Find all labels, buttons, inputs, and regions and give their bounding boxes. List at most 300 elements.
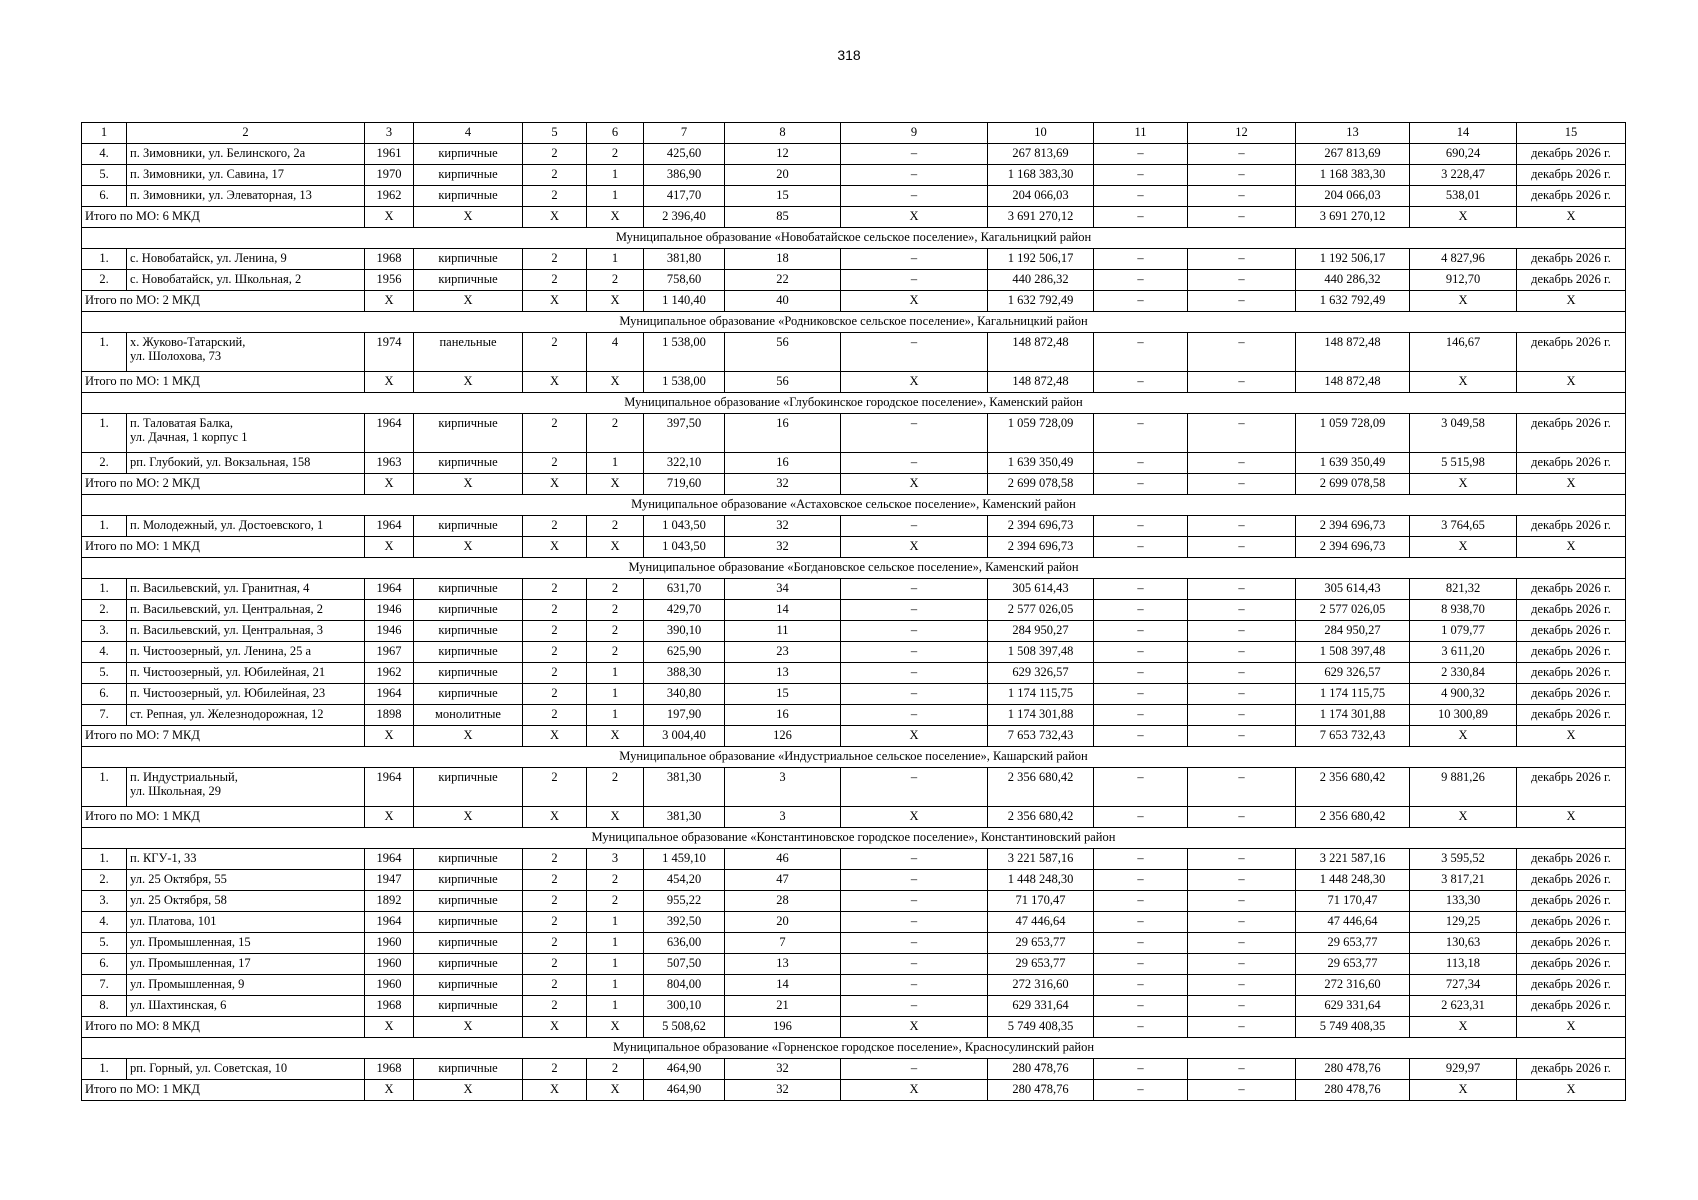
table-cell: 29 653,77 — [1296, 954, 1410, 975]
table-row — [82, 516, 1626, 537]
table-cell: 1. — [82, 516, 127, 537]
address-cell: ул. 25 Октября, 55 — [127, 870, 365, 891]
table-cell: 1 — [587, 165, 644, 186]
total-cell: Х — [414, 372, 523, 393]
total-cell: Х — [1410, 1017, 1517, 1038]
table-cell: – — [841, 1059, 988, 1080]
total-cell: 3 691 270,12 — [988, 207, 1094, 228]
table-cell: 1898 — [365, 705, 414, 726]
table-cell: 2 356 680,42 — [988, 768, 1094, 807]
table-cell: декабрь 2026 г. — [1517, 642, 1626, 663]
table-cell: декабрь 2026 г. — [1517, 705, 1626, 726]
total-label: Итого по МО: 1 МКД — [82, 372, 365, 393]
table-cell: – — [841, 768, 988, 807]
table-cell: 2 — [523, 414, 587, 453]
total-cell: Х — [414, 726, 523, 747]
total-cell: 3 004,40 — [644, 726, 725, 747]
total-label: Итого по МО: 8 МКД — [82, 1017, 365, 1038]
table-row — [82, 165, 1626, 186]
table-cell: декабрь 2026 г. — [1517, 249, 1626, 270]
table-cell: 2 330,84 — [1410, 663, 1517, 684]
table-row — [82, 144, 1626, 165]
municipality-title: Муниципальное образование «Астаховское сельское поселение», Каменский район — [82, 495, 1626, 516]
total-cell: 3 691 270,12 — [1296, 207, 1410, 228]
table-cell: 1 — [587, 975, 644, 996]
table-cell: кирпичные — [414, 933, 523, 954]
table-cell: кирпичные — [414, 663, 523, 684]
total-cell: Х — [523, 474, 587, 495]
table-cell: 1 059 728,09 — [988, 414, 1094, 453]
table-cell: 1960 — [365, 954, 414, 975]
table-cell: 2 — [587, 579, 644, 600]
total-cell: – — [1094, 1080, 1188, 1101]
table-cell: 56 — [725, 333, 841, 372]
total-cell: Х — [414, 291, 523, 312]
municipality-title: Муниципальное образование «Глубокинское городское поселение», Каменский район — [82, 393, 1626, 414]
table-cell: 1 168 383,30 — [988, 165, 1094, 186]
table-cell: декабрь 2026 г. — [1517, 849, 1626, 870]
table-cell: 6. — [82, 684, 127, 705]
table-cell: 15 — [725, 186, 841, 207]
table-cell: – — [1094, 1059, 1188, 1080]
table-cell: – — [1094, 621, 1188, 642]
total-cell: Х — [587, 474, 644, 495]
table-cell: – — [841, 642, 988, 663]
table-cell: 1946 — [365, 600, 414, 621]
municipality-title: Муниципальное образование «Горненское городское поселение», Красносулинский район — [82, 1038, 1626, 1059]
municipality-header-row — [82, 558, 1626, 579]
table-cell: 322,10 — [644, 453, 725, 474]
table-cell: 5. — [82, 663, 127, 684]
table-cell: – — [1188, 270, 1296, 291]
table-cell: 146,67 — [1410, 333, 1517, 372]
address-cell: п. Молодежный, ул. Достоевского, 1 — [127, 516, 365, 537]
table-cell: 29 653,77 — [988, 954, 1094, 975]
total-cell: Х — [414, 1080, 523, 1101]
total-cell: Х — [1410, 537, 1517, 558]
total-cell: Х — [365, 726, 414, 747]
table-cell: 440 286,32 — [1296, 270, 1410, 291]
table-cell: 13 — [725, 663, 841, 684]
table-cell: 1 174 115,75 — [1296, 684, 1410, 705]
total-cell: 148 872,48 — [988, 372, 1094, 393]
total-cell: – — [1094, 291, 1188, 312]
table-cell: 388,30 — [644, 663, 725, 684]
table-cell: 2 — [523, 579, 587, 600]
table-cell: – — [1094, 249, 1188, 270]
table-cell: – — [1188, 912, 1296, 933]
table-cell: 1. — [82, 849, 127, 870]
municipality-header-row — [82, 393, 1626, 414]
total-cell: Х — [587, 726, 644, 747]
table-cell: 2 356 680,42 — [1296, 768, 1410, 807]
table-cell: 2 — [587, 516, 644, 537]
table-cell: 625,90 — [644, 642, 725, 663]
table-cell: 9 881,26 — [1410, 768, 1517, 807]
table-cell: – — [1094, 333, 1188, 372]
table-row — [82, 768, 1626, 807]
table-cell: 5. — [82, 933, 127, 954]
table-cell: декабрь 2026 г. — [1517, 270, 1626, 291]
table-cell: декабрь 2026 г. — [1517, 684, 1626, 705]
table-cell: – — [841, 165, 988, 186]
table-cell: 1964 — [365, 912, 414, 933]
table-cell: 6. — [82, 186, 127, 207]
table-cell: 1 168 383,30 — [1296, 165, 1410, 186]
table-cell: 204 066,03 — [1296, 186, 1410, 207]
municipality-total-row — [82, 1017, 1626, 1038]
total-cell: – — [1094, 372, 1188, 393]
table-cell: 2 623,31 — [1410, 996, 1517, 1017]
table-cell: 2 — [587, 621, 644, 642]
table-cell: – — [1188, 249, 1296, 270]
table-cell: кирпичные — [414, 642, 523, 663]
table-cell: 1 — [587, 684, 644, 705]
column-number-cell: 7 — [644, 123, 725, 144]
table-cell: 629 326,57 — [1296, 663, 1410, 684]
table-row — [82, 270, 1626, 291]
table-cell: 1 192 506,17 — [988, 249, 1094, 270]
total-cell: Х — [1517, 807, 1626, 828]
table-cell: декабрь 2026 г. — [1517, 912, 1626, 933]
total-cell: 85 — [725, 207, 841, 228]
table-cell: 2 — [523, 600, 587, 621]
address-cell: с. Новобатайск, ул. Школьная, 2 — [127, 270, 365, 291]
table-cell: 3. — [82, 621, 127, 642]
table-cell: – — [1094, 186, 1188, 207]
table-cell: – — [841, 453, 988, 474]
total-cell: Х — [587, 207, 644, 228]
table-cell: 2 — [523, 933, 587, 954]
municipality-title: Муниципальное образование «Константиновское городское поселение», Константиновский район — [82, 828, 1626, 849]
table-cell: – — [1188, 414, 1296, 453]
total-cell: – — [1188, 1017, 1296, 1038]
table-cell: 1892 — [365, 891, 414, 912]
table-cell: 3 595,52 — [1410, 849, 1517, 870]
address-cell: п. Зимовники, ул. Элеваторная, 13 — [127, 186, 365, 207]
table-cell: 1 — [587, 705, 644, 726]
table-cell: 4. — [82, 144, 127, 165]
table-cell: 2 — [523, 891, 587, 912]
total-cell: Х — [587, 291, 644, 312]
table-cell: – — [1188, 165, 1296, 186]
table-cell: – — [841, 996, 988, 1017]
table-cell: 4. — [82, 642, 127, 663]
table-cell: – — [1094, 996, 1188, 1017]
address-cell: с. Новобатайск, ул. Ленина, 9 — [127, 249, 365, 270]
total-cell: 1 632 792,49 — [1296, 291, 1410, 312]
table-cell: 340,80 — [644, 684, 725, 705]
table-cell: кирпичные — [414, 1059, 523, 1080]
total-cell: Х — [523, 291, 587, 312]
table-cell: – — [1188, 600, 1296, 621]
table-cell: 758,60 — [644, 270, 725, 291]
total-cell: Х — [523, 726, 587, 747]
table-cell: 1967 — [365, 642, 414, 663]
table-cell: 20 — [725, 912, 841, 933]
table-cell: 690,24 — [1410, 144, 1517, 165]
total-cell: 7 653 732,43 — [988, 726, 1094, 747]
table-row — [82, 870, 1626, 891]
total-cell: Х — [1517, 207, 1626, 228]
table-cell: – — [1094, 891, 1188, 912]
table-cell: кирпичные — [414, 165, 523, 186]
table-cell: 3. — [82, 891, 127, 912]
table-cell: кирпичные — [414, 270, 523, 291]
table-cell: 386,90 — [644, 165, 725, 186]
column-number-cell: 3 — [365, 123, 414, 144]
table-cell: 2 — [523, 912, 587, 933]
table-cell: 300,10 — [644, 996, 725, 1017]
table-cell: 1964 — [365, 849, 414, 870]
table-cell: – — [841, 891, 988, 912]
municipality-total-row — [82, 726, 1626, 747]
table-cell: 1 639 350,49 — [988, 453, 1094, 474]
table-cell: 2 — [523, 186, 587, 207]
total-cell: – — [1094, 1017, 1188, 1038]
total-cell: Х — [365, 291, 414, 312]
table-cell: – — [841, 663, 988, 684]
table-cell: – — [841, 516, 988, 537]
address-cell: п. Таловатая Балка, ул. Дачная, 1 корпус 1 — [127, 414, 365, 453]
table-cell: 1 448 248,30 — [988, 870, 1094, 891]
total-cell: Х — [587, 1017, 644, 1038]
table-cell: 5 515,98 — [1410, 453, 1517, 474]
table-cell: 1 — [587, 933, 644, 954]
table-cell: – — [1188, 1059, 1296, 1080]
table-cell: 2 — [523, 954, 587, 975]
table-cell: кирпичные — [414, 516, 523, 537]
table-cell: 1 — [587, 249, 644, 270]
table-cell: 1 174 301,88 — [988, 705, 1094, 726]
municipality-total-row — [82, 291, 1626, 312]
table-cell: – — [841, 870, 988, 891]
table-row — [82, 186, 1626, 207]
table-cell: 2 — [523, 849, 587, 870]
table-row — [82, 1059, 1626, 1080]
total-cell: Х — [1410, 372, 1517, 393]
total-cell: 381,30 — [644, 807, 725, 828]
total-cell: 5 749 408,35 — [988, 1017, 1094, 1038]
total-cell: 280 478,76 — [988, 1080, 1094, 1101]
table-cell: декабрь 2026 г. — [1517, 663, 1626, 684]
table-cell: 2 — [587, 768, 644, 807]
table-cell: 2 — [523, 270, 587, 291]
table-cell: 13 — [725, 954, 841, 975]
table-cell: 1 508 397,48 — [1296, 642, 1410, 663]
total-cell: Х — [841, 1080, 988, 1101]
total-cell: – — [1094, 207, 1188, 228]
table-cell: – — [1094, 933, 1188, 954]
table-cell: 397,50 — [644, 414, 725, 453]
table-cell: 1974 — [365, 333, 414, 372]
table-cell: 129,25 — [1410, 912, 1517, 933]
column-number-cell: 13 — [1296, 123, 1410, 144]
table-cell: 6. — [82, 954, 127, 975]
table-cell: 2 — [523, 516, 587, 537]
table-cell: 47 446,64 — [1296, 912, 1410, 933]
table-cell: 2 — [587, 600, 644, 621]
table-cell: 1. — [82, 249, 127, 270]
table-cell: – — [1094, 705, 1188, 726]
total-cell: 2 699 078,58 — [988, 474, 1094, 495]
table-cell: 390,10 — [644, 621, 725, 642]
total-cell: 7 653 732,43 — [1296, 726, 1410, 747]
total-cell: Х — [365, 207, 414, 228]
total-cell: Х — [841, 291, 988, 312]
table-cell: кирпичные — [414, 870, 523, 891]
municipality-header-row — [82, 828, 1626, 849]
table-cell: 15 — [725, 684, 841, 705]
table-cell: – — [841, 912, 988, 933]
total-cell: – — [1188, 537, 1296, 558]
total-cell: 5 508,62 — [644, 1017, 725, 1038]
column-number-cell: 2 — [127, 123, 365, 144]
total-cell: Х — [1517, 726, 1626, 747]
table-cell: – — [841, 579, 988, 600]
table-cell: 1968 — [365, 249, 414, 270]
table-cell: – — [1188, 705, 1296, 726]
column-number-cell: 6 — [587, 123, 644, 144]
table-cell: 429,70 — [644, 600, 725, 621]
table-cell: 2 — [523, 165, 587, 186]
table-cell: – — [1094, 270, 1188, 291]
table-cell: 1946 — [365, 621, 414, 642]
table-cell: кирпичные — [414, 684, 523, 705]
table-cell: – — [841, 975, 988, 996]
table-cell: – — [1188, 144, 1296, 165]
total-cell: Х — [414, 207, 523, 228]
table-cell: 2 — [523, 621, 587, 642]
table-cell: декабрь 2026 г. — [1517, 144, 1626, 165]
table-cell: 280 478,76 — [1296, 1059, 1410, 1080]
table-cell: декабрь 2026 г. — [1517, 621, 1626, 642]
table-cell: 1964 — [365, 414, 414, 453]
table-cell: 2 — [523, 453, 587, 474]
municipality-total-row — [82, 474, 1626, 495]
table-cell: 636,00 — [644, 933, 725, 954]
table-cell: 2 394 696,73 — [988, 516, 1094, 537]
table-row — [82, 579, 1626, 600]
table-cell: 32 — [725, 516, 841, 537]
column-number-cell: 14 — [1410, 123, 1517, 144]
total-cell: Х — [523, 537, 587, 558]
total-cell: 32 — [725, 474, 841, 495]
total-cell: 148 872,48 — [1296, 372, 1410, 393]
table-cell: 32 — [725, 1059, 841, 1080]
table-cell: 29 653,77 — [1296, 933, 1410, 954]
table-cell: – — [1094, 768, 1188, 807]
total-cell: Х — [841, 474, 988, 495]
table-cell: 10 300,89 — [1410, 705, 1517, 726]
table-cell: 1 639 350,49 — [1296, 453, 1410, 474]
municipality-total-row — [82, 807, 1626, 828]
table-cell: 1960 — [365, 975, 414, 996]
table-cell: 130,63 — [1410, 933, 1517, 954]
table-cell: 912,70 — [1410, 270, 1517, 291]
table-cell: декабрь 2026 г. — [1517, 975, 1626, 996]
table-cell: 1 448 248,30 — [1296, 870, 1410, 891]
table-cell: 4. — [82, 912, 127, 933]
table-cell: 392,50 — [644, 912, 725, 933]
table-cell: 1968 — [365, 1059, 414, 1080]
municipality-header-row — [82, 495, 1626, 516]
table-cell: кирпичные — [414, 912, 523, 933]
municipality-header-row — [82, 747, 1626, 768]
table-cell: декабрь 2026 г. — [1517, 453, 1626, 474]
table-cell: 267 813,69 — [988, 144, 1094, 165]
table-row — [82, 996, 1626, 1017]
table-cell: декабрь 2026 г. — [1517, 891, 1626, 912]
table-cell: – — [1188, 768, 1296, 807]
table-cell: 5. — [82, 165, 127, 186]
table-cell: 47 — [725, 870, 841, 891]
table-cell: 1 — [587, 186, 644, 207]
address-cell: п. Индустриальный, ул. Школьная, 29 — [127, 768, 365, 807]
table-cell: – — [1094, 849, 1188, 870]
table-cell: кирпичные — [414, 579, 523, 600]
table-cell: 2 — [523, 705, 587, 726]
table-cell: – — [841, 186, 988, 207]
address-cell: рп. Горный, ул. Советская, 10 — [127, 1059, 365, 1080]
table-cell: 3 — [725, 768, 841, 807]
table-cell: 2 — [587, 414, 644, 453]
table-cell: 381,30 — [644, 768, 725, 807]
table-cell: 2. — [82, 870, 127, 891]
table-cell: 2 — [523, 663, 587, 684]
table-cell: декабрь 2026 г. — [1517, 165, 1626, 186]
municipality-total-row — [82, 372, 1626, 393]
table-cell: 1962 — [365, 663, 414, 684]
table-cell: 18 — [725, 249, 841, 270]
table-cell: 1968 — [365, 996, 414, 1017]
table-cell: 8 938,70 — [1410, 600, 1517, 621]
table-cell: 629 331,64 — [988, 996, 1094, 1017]
total-cell: Х — [1517, 1080, 1626, 1101]
column-number-cell: 9 — [841, 123, 988, 144]
column-number-cell: 8 — [725, 123, 841, 144]
table-cell: декабрь 2026 г. — [1517, 1059, 1626, 1080]
total-label: Итого по МО: 6 МКД — [82, 207, 365, 228]
table-cell: – — [1094, 684, 1188, 705]
table-cell: монолитные — [414, 705, 523, 726]
total-label: Итого по МО: 2 МКД — [82, 474, 365, 495]
table-cell: 280 478,76 — [988, 1059, 1094, 1080]
table-cell: кирпичные — [414, 891, 523, 912]
total-cell: Х — [1410, 807, 1517, 828]
municipality-total-row — [82, 1080, 1626, 1101]
table-cell: – — [1094, 975, 1188, 996]
table-cell: 2 — [587, 642, 644, 663]
table-cell: 267 813,69 — [1296, 144, 1410, 165]
total-cell: 464,90 — [644, 1080, 725, 1101]
table-cell: декабрь 2026 г. — [1517, 996, 1626, 1017]
table-cell: 2 — [523, 642, 587, 663]
municipality-title: Муниципальное образование «Новобатайское сельское поселение», Кагальницкий район — [82, 228, 1626, 249]
table-cell: 440 286,32 — [988, 270, 1094, 291]
table-cell: 1 174 301,88 — [1296, 705, 1410, 726]
table-cell: – — [1188, 870, 1296, 891]
total-cell: Х — [414, 474, 523, 495]
table-cell: 1 — [587, 996, 644, 1017]
column-number-cell: 12 — [1188, 123, 1296, 144]
table-cell: 14 — [725, 975, 841, 996]
table-cell: кирпичные — [414, 621, 523, 642]
table-row — [82, 621, 1626, 642]
table-cell: 3 — [587, 849, 644, 870]
total-cell: Х — [1517, 291, 1626, 312]
table-cell: 2. — [82, 270, 127, 291]
